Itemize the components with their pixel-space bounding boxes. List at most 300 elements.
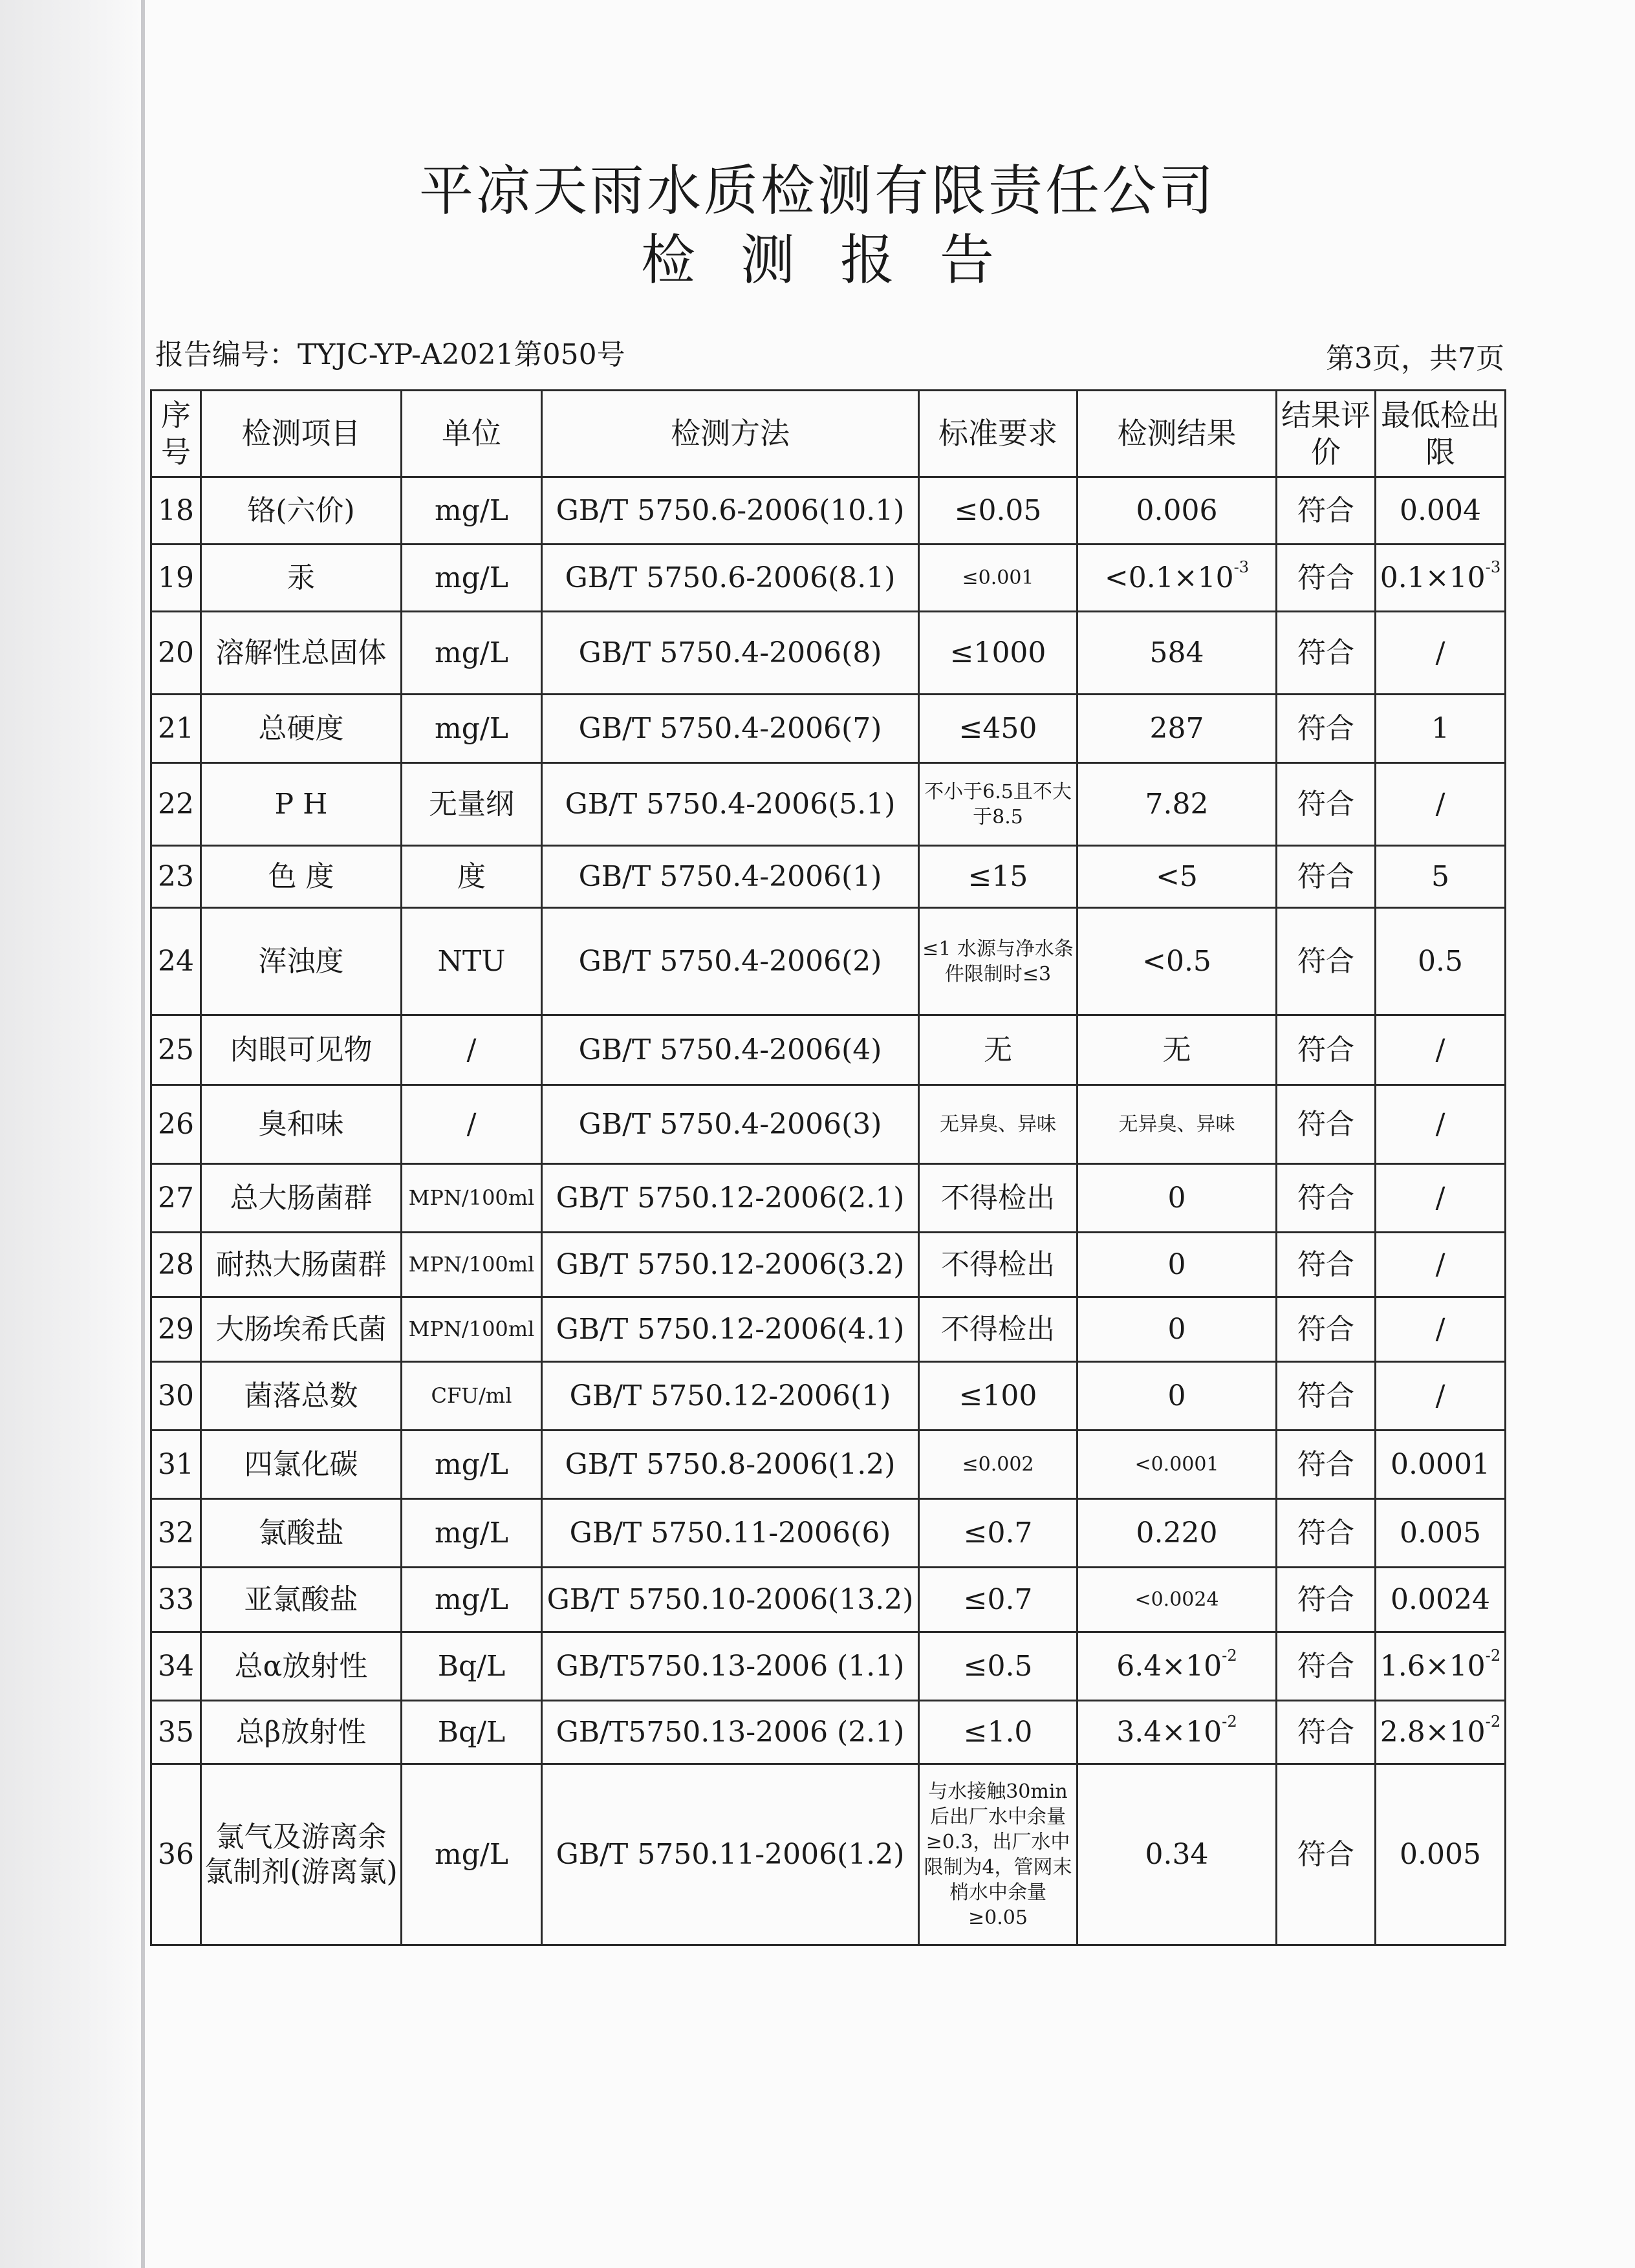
- cell-result-text: 0: [1167, 1181, 1186, 1215]
- cell-no: [151, 908, 201, 1015]
- table-row: [151, 846, 1506, 908]
- cell-evaluation-text: 符合: [1297, 859, 1354, 893]
- cell-unit-text: mg/L: [435, 711, 508, 745]
- cell-no-text: 20: [158, 636, 194, 669]
- cell-result-text: <0.5: [1142, 944, 1211, 978]
- cell-result-text: 584: [1149, 636, 1204, 669]
- cell-item-text: 铬(六价): [247, 493, 355, 527]
- cell-no-text: 25: [158, 1033, 194, 1066]
- cell-method: [542, 1764, 919, 1945]
- cell-evaluation: [1277, 1085, 1376, 1164]
- cell-standard: [919, 695, 1077, 763]
- cell-result: [1077, 1568, 1277, 1632]
- cell-standard-text: 不得检出: [941, 1247, 1055, 1281]
- cell-unit: [402, 846, 542, 908]
- cell-no: [151, 1701, 201, 1764]
- cell-method-text: GB/T 5750.4-2006(2): [578, 944, 882, 978]
- cell-item: [201, 1085, 402, 1164]
- cell-standard-text: ≤100: [958, 1379, 1037, 1412]
- table-row: [151, 1499, 1506, 1568]
- cell-no: [151, 612, 201, 695]
- cell-no-text: 29: [158, 1312, 194, 1346]
- cell-standard: [919, 1015, 1077, 1085]
- cell-method: [542, 1085, 919, 1164]
- cell-method-text: GB/T 5750.11-2006(6): [569, 1516, 891, 1550]
- cell-limit-text: 2.8×10: [1380, 1715, 1486, 1749]
- table-row: [151, 1568, 1506, 1632]
- cell-limit-text: 0.0024: [1391, 1582, 1490, 1616]
- cell-unit-text: NTU: [437, 944, 506, 978]
- cell-item-text: 臭和味: [258, 1107, 344, 1141]
- cell-unit-text: 度: [457, 859, 486, 893]
- cell-evaluation: [1277, 1764, 1376, 1945]
- cell-method-text: GB/T 5750.4-2006(8): [578, 636, 882, 669]
- cell-no-text: 30: [158, 1379, 194, 1412]
- cell-limit-text: /: [1435, 1107, 1446, 1141]
- cell-item-text: 总β放射性: [235, 1715, 367, 1749]
- cell-result: [1077, 1701, 1277, 1764]
- cell-evaluation-text: 符合: [1297, 711, 1354, 745]
- cell-unit: [402, 695, 542, 763]
- cell-no-text: 18: [158, 493, 194, 527]
- cell-standard-text: ≤0.05: [954, 493, 1042, 527]
- cell-evaluation-text: 符合: [1297, 1247, 1354, 1281]
- cell-no-text: 32: [158, 1516, 194, 1550]
- cell-evaluation: [1277, 1297, 1376, 1362]
- table-row: [151, 1085, 1506, 1164]
- cell-item-text: 耐热大肠菌群: [215, 1247, 387, 1281]
- cell-result: [1077, 846, 1277, 908]
- cell-unit: [402, 1085, 542, 1164]
- table-row: [151, 477, 1506, 545]
- col-header-label: 序号: [161, 398, 191, 470]
- cell-limit: [1376, 1431, 1506, 1499]
- cell-method: [542, 1362, 919, 1431]
- cell-result: [1077, 1233, 1277, 1297]
- cell-item-text: 溶解性总固体: [215, 636, 387, 669]
- cell-result-text: <0.0024: [1134, 1588, 1219, 1611]
- cell-standard-text: 无: [984, 1033, 1012, 1066]
- cell-result-text: 无: [1162, 1033, 1191, 1066]
- cell-limit-exponent: -2: [1485, 1646, 1501, 1665]
- cell-standard: [919, 1085, 1077, 1164]
- cell-method: [542, 1632, 919, 1701]
- cell-unit: [402, 1764, 542, 1945]
- cell-no-text: 31: [158, 1447, 194, 1481]
- cell-item: [201, 1362, 402, 1431]
- cell-limit-text: 1: [1431, 711, 1449, 745]
- cell-limit-text: /: [1435, 787, 1446, 821]
- cell-result-text: 0.006: [1136, 493, 1218, 527]
- cell-evaluation-text: 符合: [1297, 1649, 1354, 1683]
- cell-no-text: 23: [158, 859, 194, 893]
- cell-method-text: GB/T 5750.4-2006(4): [578, 1033, 882, 1066]
- cell-unit-text: mg/L: [435, 561, 508, 594]
- cell-limit: [1376, 1233, 1506, 1297]
- cell-no: [151, 1297, 201, 1362]
- cell-result: [1077, 545, 1277, 612]
- cell-limit: [1376, 1568, 1506, 1632]
- col-header-item: [201, 391, 402, 477]
- cell-limit: [1376, 695, 1506, 763]
- cell-item-text: P H: [274, 787, 328, 821]
- cell-evaluation: [1277, 545, 1376, 612]
- cell-result-text: 3.4×10: [1116, 1715, 1222, 1749]
- cell-item-text: 大肠埃希氏菌: [215, 1312, 387, 1346]
- cell-evaluation-text: 符合: [1297, 561, 1354, 594]
- cell-limit-text: 0.005: [1400, 1516, 1481, 1550]
- table-row: [151, 908, 1506, 1015]
- cell-evaluation-text: 符合: [1297, 787, 1354, 821]
- cell-limit: [1376, 1297, 1506, 1362]
- cell-standard: [919, 846, 1077, 908]
- col-header-label: 最低检出限: [1381, 398, 1500, 470]
- cell-limit: [1376, 908, 1506, 1015]
- cell-no-text: 35: [158, 1715, 194, 1749]
- cell-unit-text: mg/L: [435, 1516, 508, 1550]
- cell-standard-text: ≤0.5: [963, 1649, 1033, 1683]
- cell-limit-text: /: [1435, 1379, 1446, 1412]
- cell-unit: [402, 1233, 542, 1297]
- cell-evaluation: [1277, 1362, 1376, 1431]
- cell-limit-text: /: [1435, 636, 1446, 669]
- cell-method-text: GB/T 5750.8-2006(1.2): [565, 1447, 896, 1481]
- cell-no: [151, 545, 201, 612]
- cell-evaluation: [1277, 477, 1376, 545]
- cell-standard: [919, 1499, 1077, 1568]
- cell-unit: [402, 1431, 542, 1499]
- cell-standard-text: 不得检出: [941, 1181, 1055, 1215]
- table-row: [151, 1164, 1506, 1233]
- col-header-limit: [1376, 391, 1506, 477]
- cell-result-text: 0: [1167, 1379, 1186, 1412]
- cell-no: [151, 1362, 201, 1431]
- col-header-label: 单位: [442, 416, 501, 451]
- cell-limit-text: /: [1435, 1033, 1446, 1066]
- cell-item-text: 总大肠菌群: [230, 1181, 373, 1215]
- cell-method-text: GB/T 5750.4-2006(5.1): [565, 787, 896, 821]
- cell-standard: [919, 1632, 1077, 1701]
- cell-limit: [1376, 477, 1506, 545]
- cell-standard: [919, 1362, 1077, 1431]
- cell-evaluation-text: 符合: [1297, 636, 1354, 669]
- cell-unit: [402, 1362, 542, 1431]
- cell-item: [201, 1297, 402, 1362]
- col-header-method: [542, 391, 919, 477]
- cell-limit: [1376, 1015, 1506, 1085]
- cell-evaluation-text: 符合: [1297, 1447, 1354, 1481]
- cell-standard: [919, 612, 1077, 695]
- cell-evaluation: [1277, 908, 1376, 1015]
- cell-method-text: GB/T 5750.10-2006(13.2): [547, 1582, 914, 1616]
- cell-result-text: 6.4×10: [1116, 1649, 1222, 1683]
- cell-method: [542, 846, 919, 908]
- cell-limit: [1376, 545, 1506, 612]
- cell-unit-text: MPN/100ml: [408, 1251, 535, 1277]
- cell-limit-text: 0.005: [1400, 1837, 1481, 1871]
- cell-unit: [402, 908, 542, 1015]
- cell-item-text: 四氯化碳: [244, 1447, 358, 1481]
- cell-method: [542, 695, 919, 763]
- cell-item: [201, 846, 402, 908]
- cell-item: [201, 1701, 402, 1764]
- cell-result-text: 7.82: [1145, 787, 1209, 821]
- cell-result-text: 0: [1167, 1312, 1186, 1346]
- cell-item: [201, 908, 402, 1015]
- cell-no: [151, 1764, 201, 1945]
- cell-standard: [919, 1431, 1077, 1499]
- cell-item-text: 氯酸盐: [258, 1516, 344, 1550]
- cell-standard-text: ≤450: [958, 711, 1037, 745]
- cell-no-text: 33: [158, 1582, 194, 1616]
- cell-no: [151, 763, 201, 846]
- cell-no: [151, 477, 201, 545]
- table-row: [151, 1701, 1506, 1764]
- cell-item: [201, 1164, 402, 1233]
- cell-limit-text: 0.0001: [1391, 1447, 1490, 1481]
- cell-result: [1077, 1164, 1277, 1233]
- cell-no: [151, 1085, 201, 1164]
- cell-no-text: 24: [158, 944, 194, 978]
- cell-unit: [402, 1297, 542, 1362]
- cell-no: [151, 1431, 201, 1499]
- cell-no: [151, 846, 201, 908]
- cell-unit: [402, 1499, 542, 1568]
- cell-standard-text: ≤0.7: [963, 1582, 1033, 1616]
- cell-standard-text: 不小于6.5且不大于8.5: [924, 780, 1072, 828]
- cell-limit-text: 0.1×10: [1380, 561, 1486, 594]
- col-header-result: [1077, 391, 1277, 477]
- cell-item-text: 汞: [287, 561, 316, 594]
- cell-evaluation-text: 符合: [1297, 1837, 1354, 1871]
- cell-result-text: 0.34: [1145, 1837, 1209, 1871]
- cell-standard-text: ≤0.002: [962, 1453, 1034, 1476]
- cell-standard-text: ≤1.0: [963, 1715, 1033, 1749]
- cell-evaluation-text: 符合: [1297, 1312, 1354, 1346]
- cell-method: [542, 1015, 919, 1085]
- cell-item: [201, 695, 402, 763]
- cell-limit: [1376, 612, 1506, 695]
- scan-shadow: [0, 0, 147, 2268]
- cell-unit-text: MPN/100ml: [408, 1316, 535, 1341]
- cell-method-text: GB/T 5750.4-2006(3): [578, 1107, 882, 1141]
- cell-method-text: GB/T5750.13-2006 (1.1): [556, 1649, 905, 1683]
- cell-result: [1077, 1431, 1277, 1499]
- table-row: [151, 1431, 1506, 1499]
- cell-result-text: <0.1×10: [1104, 561, 1234, 594]
- cell-standard-text: ≤15: [968, 859, 1028, 893]
- cell-limit: [1376, 763, 1506, 846]
- cell-unit: [402, 545, 542, 612]
- cell-result-text: 0: [1167, 1247, 1186, 1281]
- cell-item-text: 氯气及游离余氯制剂(游离氯): [204, 1820, 398, 1888]
- cell-evaluation-text: 符合: [1297, 1033, 1354, 1066]
- cell-item-text: 菌落总数: [244, 1379, 358, 1412]
- cell-no-text: 21: [158, 711, 194, 745]
- table-row: [151, 1362, 1506, 1431]
- cell-evaluation: [1277, 1632, 1376, 1701]
- cell-result: [1077, 1632, 1277, 1701]
- cell-item: [201, 612, 402, 695]
- cell-unit-text: /: [466, 1033, 477, 1066]
- cell-method: [542, 908, 919, 1015]
- cell-unit-text: mg/L: [435, 1447, 508, 1481]
- cell-item-text: 肉眼可见物: [230, 1033, 373, 1066]
- cell-result-exponent: -3: [1233, 557, 1250, 576]
- cell-method: [542, 1701, 919, 1764]
- cell-method: [542, 1297, 919, 1362]
- cell-evaluation-text: 符合: [1297, 1107, 1354, 1141]
- cell-standard: [919, 1764, 1077, 1945]
- cell-standard: [919, 763, 1077, 846]
- cell-unit-text: mg/L: [435, 1582, 508, 1616]
- cell-standard-text: 不得检出: [941, 1312, 1055, 1346]
- cell-result: [1077, 1015, 1277, 1085]
- cell-item-text: 亚氯酸盐: [244, 1582, 358, 1616]
- cell-method-text: GB/T 5750.12-2006(1): [569, 1379, 891, 1412]
- cell-limit-text: /: [1435, 1181, 1446, 1215]
- cell-evaluation: [1277, 612, 1376, 695]
- cell-method-text: GB/T 5750.11-2006(1.2): [556, 1837, 905, 1871]
- cell-no-text: 27: [158, 1181, 194, 1215]
- cell-result: [1077, 1499, 1277, 1568]
- cell-item: [201, 1431, 402, 1499]
- cell-limit: [1376, 1362, 1506, 1431]
- cell-result-text: 287: [1149, 711, 1204, 745]
- cell-item: [201, 1568, 402, 1632]
- cell-result: [1077, 1085, 1277, 1164]
- cell-evaluation-text: 符合: [1297, 1715, 1354, 1749]
- cell-result-exponent: -2: [1222, 1712, 1237, 1731]
- col-header-no: [151, 391, 201, 477]
- cell-unit: [402, 1015, 542, 1085]
- cell-standard: [919, 545, 1077, 612]
- cell-standard: [919, 1233, 1077, 1297]
- cell-method: [542, 612, 919, 695]
- table-row: [151, 1632, 1506, 1701]
- cell-method: [542, 1431, 919, 1499]
- cell-limit: [1376, 846, 1506, 908]
- cell-standard-text: ≤0.7: [963, 1516, 1033, 1550]
- cell-limit: [1376, 1499, 1506, 1568]
- cell-limit: [1376, 1632, 1506, 1701]
- cell-unit-text: mg/L: [435, 493, 508, 527]
- cell-unit-text: mg/L: [435, 636, 508, 669]
- cell-result: [1077, 908, 1277, 1015]
- cell-no: [151, 1568, 201, 1632]
- cell-method: [542, 1568, 919, 1632]
- col-header-label: 结果评价: [1281, 398, 1370, 470]
- cell-unit: [402, 763, 542, 846]
- cell-method-text: GB/T 5750.4-2006(7): [578, 711, 882, 745]
- cell-item: [201, 1499, 402, 1568]
- cell-limit-exponent: -2: [1485, 1712, 1501, 1731]
- cell-result: [1077, 612, 1277, 695]
- cell-item: [201, 1764, 402, 1945]
- cell-method: [542, 763, 919, 846]
- cell-method: [542, 545, 919, 612]
- cell-method-text: GB/T 5750.6-2006(8.1): [565, 561, 896, 594]
- cell-evaluation: [1277, 695, 1376, 763]
- table-row: [151, 763, 1506, 846]
- cell-item: [201, 1015, 402, 1085]
- cell-standard: [919, 908, 1077, 1015]
- cell-limit: [1376, 1764, 1506, 1945]
- col-header-label: 检测方法: [671, 416, 790, 451]
- cell-result-text: <5: [1156, 859, 1198, 893]
- report-number: 报告编号：TYJC-YP-A2021第050号: [155, 338, 625, 371]
- cell-unit: [402, 1164, 542, 1233]
- table-row: [151, 1015, 1506, 1085]
- cell-item-text: 浑浊度: [258, 944, 344, 978]
- cell-standard: [919, 1701, 1077, 1764]
- cell-evaluation: [1277, 1233, 1376, 1297]
- cell-standard-text: ≤1 水源与净水条件限制时≤3: [922, 937, 1074, 986]
- cell-limit-text: 0.004: [1400, 493, 1481, 527]
- cell-method-text: GB/T 5750.12-2006(2.1): [556, 1181, 905, 1215]
- cell-evaluation-text: 符合: [1297, 1582, 1354, 1616]
- cell-evaluation-text: 符合: [1297, 493, 1354, 527]
- cell-no: [151, 1233, 201, 1297]
- cell-limit: [1376, 1164, 1506, 1233]
- cell-result-exponent: -2: [1222, 1646, 1237, 1665]
- cell-unit-text: mg/L: [435, 1837, 508, 1871]
- cell-result: [1077, 1764, 1277, 1945]
- cell-unit: [402, 1568, 542, 1632]
- cell-unit-text: MPN/100ml: [408, 1185, 535, 1210]
- cell-evaluation-text: 符合: [1297, 944, 1354, 978]
- cell-unit-text: Bq/L: [437, 1715, 506, 1749]
- cell-standard-text: 无异臭、异味: [940, 1113, 1056, 1136]
- col-header-label: 标准要求: [938, 416, 1057, 451]
- cell-evaluation: [1277, 1431, 1376, 1499]
- cell-method: [542, 477, 919, 545]
- cell-result: [1077, 763, 1277, 846]
- cell-standard: [919, 477, 1077, 545]
- cell-item: [201, 545, 402, 612]
- cell-item-text: 色 度: [268, 859, 334, 893]
- cell-method-text: GB/T 5750.12-2006(4.1): [556, 1312, 905, 1346]
- cell-unit: [402, 1701, 542, 1764]
- col-header-standard: [919, 391, 1077, 477]
- cell-unit: [402, 1632, 542, 1701]
- cell-limit: [1376, 1701, 1506, 1764]
- cell-standard: [919, 1568, 1077, 1632]
- cell-no: [151, 1499, 201, 1568]
- cell-evaluation: [1277, 1015, 1376, 1085]
- test-results-table: [150, 389, 1506, 1946]
- cell-limit-text: /: [1435, 1312, 1446, 1346]
- cell-result: [1077, 1297, 1277, 1362]
- report-title: 检测报告: [640, 228, 1039, 292]
- cell-limit: [1376, 1085, 1506, 1164]
- cell-no: [151, 1632, 201, 1701]
- cell-method-text: GB/T5750.13-2006 (2.1): [556, 1715, 905, 1749]
- col-header-evaluation: [1277, 391, 1376, 477]
- cell-limit-text: /: [1435, 1247, 1446, 1281]
- cell-standard-text: 与水接触30min后出厂水中余量≥0.3，出厂水中限制为4，管网末梢水中余量≥0.05: [924, 1780, 1072, 1929]
- scan-fold-line: [141, 0, 145, 2268]
- cell-evaluation: [1277, 1701, 1376, 1764]
- cell-limit-text: 0.5: [1418, 944, 1463, 978]
- table-row: [151, 1764, 1506, 1945]
- cell-unit: [402, 612, 542, 695]
- cell-no: [151, 695, 201, 763]
- cell-item-text: 总硬度: [258, 711, 344, 745]
- cell-standard-text: ≤1000: [949, 636, 1046, 669]
- company-name: 平凉天雨水质检测有限责任公司: [418, 159, 1216, 222]
- cell-no-text: 28: [158, 1247, 194, 1281]
